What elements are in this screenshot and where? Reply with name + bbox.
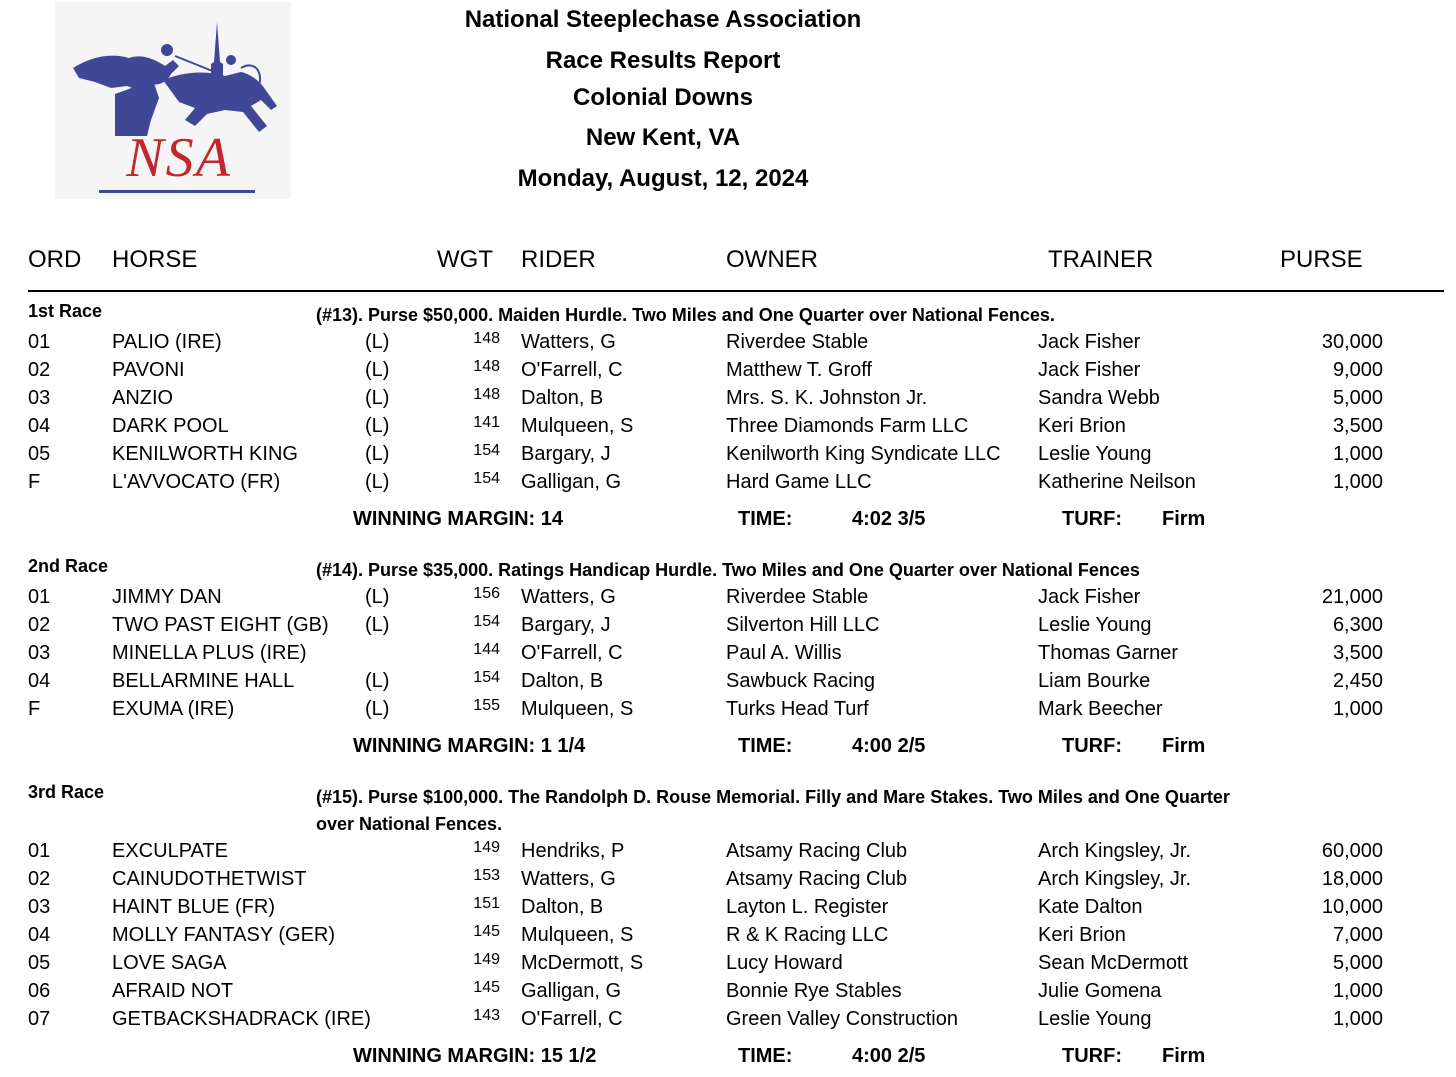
lasix-cell: (L)	[365, 387, 390, 409]
turf-label: TURF:	[1062, 508, 1122, 530]
rider-cell: O'Farrell, C	[521, 1008, 623, 1030]
race-summary	[0, 1042, 1456, 1070]
turf-label: TURF:	[1062, 735, 1122, 757]
purse-cell: 2,450	[1332, 670, 1383, 692]
owner-cell: Green Valley Construction	[726, 1008, 958, 1030]
owner-cell: Bonnie Rye Stables	[726, 980, 902, 1002]
purse-cell: 30,000	[1321, 331, 1383, 353]
track-name: Colonial Downs	[573, 84, 753, 111]
trainer-cell: Thomas Garner	[1038, 642, 1179, 664]
rider-cell: Dalton, B	[521, 896, 604, 918]
trainer-cell: Keri Brion	[1038, 924, 1126, 946]
ord-cell: 03	[28, 387, 51, 409]
ord-cell: 02	[28, 359, 51, 381]
weight-cell: 145	[473, 979, 500, 996]
purse-cell: 5,000	[1332, 952, 1383, 974]
purse-cell: 6,300	[1332, 614, 1383, 636]
nsa-logo	[55, 2, 291, 199]
table-row	[0, 611, 1456, 639]
weight-cell: 151	[473, 895, 500, 912]
winning-margin: WINNING MARGIN: 14	[353, 508, 563, 530]
col-header-owner: OWNER	[726, 246, 818, 273]
purse-cell: 3,500	[1332, 642, 1383, 664]
owner-cell: Sawbuck Racing	[726, 670, 875, 692]
race-title: 2nd Race	[28, 556, 109, 576]
rider-cell: Galligan, G	[521, 471, 622, 493]
ord-cell: 01	[28, 331, 51, 353]
horse-cell: GETBACKSHADRACK (IRE)	[112, 1008, 371, 1030]
race-description: (#15). Purse $100,000. The Randolph D. Rouse Memorial. Filly and Mare Stakes. Two Miles and One Quarter over National Fences.	[316, 787, 1230, 834]
weight-cell: 154	[473, 669, 500, 686]
table-row	[0, 977, 1456, 1005]
time-label: TIME:	[738, 735, 793, 757]
horse-cell: PALIO (IRE)	[112, 331, 222, 353]
rider-cell: Watters, G	[521, 586, 616, 608]
ord-cell: 05	[28, 443, 51, 465]
ord-cell: 02	[28, 868, 51, 890]
rider-cell: Mulqueen, S	[521, 924, 634, 946]
turf-label: TURF:	[1062, 1045, 1122, 1067]
trainer-cell: Katherine Neilson	[1038, 471, 1196, 493]
weight-cell: 155	[473, 697, 500, 714]
purse-cell: 1,000	[1332, 980, 1383, 1002]
trainer-cell: Keri Brion	[1038, 415, 1126, 437]
ord-cell: 02	[28, 614, 51, 636]
purse-cell: 21,000	[1321, 586, 1383, 608]
race-date: Monday, August, 12, 2024	[517, 165, 809, 192]
weight-cell: 148	[473, 386, 500, 403]
trainer-cell: Jack Fisher	[1038, 331, 1141, 353]
ord-cell: 05	[28, 952, 51, 974]
horse-cell: CAINUDOTHETWIST	[112, 868, 307, 890]
race-summary	[0, 732, 1456, 760]
race-summary	[0, 505, 1456, 533]
weight-cell: 154	[473, 442, 500, 459]
rider-cell: Bargary, J	[521, 614, 611, 636]
lasix-cell: (L)	[365, 614, 390, 636]
race-description: (#13). Purse $50,000. Maiden Hurdle. Two Miles and One Quarter over National Fences.	[316, 305, 1055, 325]
winning-margin: WINNING MARGIN: 1 1/4	[353, 735, 586, 757]
report-title: Race Results Report	[545, 47, 781, 74]
table-row	[0, 583, 1456, 611]
race-title: 3rd Race	[28, 782, 105, 802]
trainer-cell: Jack Fisher	[1038, 586, 1141, 608]
time-label: TIME:	[738, 1045, 793, 1067]
owner-cell: Hard Game LLC	[726, 471, 872, 493]
trainer-cell: Kate Dalton	[1038, 896, 1143, 918]
turf-value: Firm	[1162, 1045, 1206, 1067]
purse-cell: 10,000	[1321, 896, 1383, 918]
weight-cell: 145	[473, 923, 500, 940]
rider-cell: Mulqueen, S	[521, 415, 634, 437]
horse-cell: EXUMA (IRE)	[112, 698, 235, 720]
trainer-cell: Leslie Young	[1038, 443, 1152, 465]
logo-wordmark: NSA	[126, 127, 232, 189]
purse-cell: 7,000	[1332, 924, 1383, 946]
header-divider	[28, 290, 1444, 292]
table-row	[0, 1005, 1456, 1033]
table-row	[0, 893, 1456, 921]
horse-cell: BELLARMINE HALL	[112, 670, 295, 692]
turf-value: Firm	[1162, 735, 1206, 757]
trainer-cell: Leslie Young	[1038, 614, 1152, 636]
ord-cell: 01	[28, 586, 51, 608]
rider-cell: O'Farrell, C	[521, 642, 623, 664]
race-description: (#14). Purse $35,000. Ratings Handicap Hurdle. Two Miles and One Quarter over National Fences	[316, 560, 1140, 580]
weight-cell: 154	[473, 470, 500, 487]
weight-cell: 149	[473, 951, 500, 968]
owner-cell: R & K Racing LLC	[726, 924, 889, 946]
owner-cell: Mrs. S. K. Johnston Jr.	[726, 387, 928, 409]
col-header-wgt: WGT	[437, 246, 493, 273]
rider-cell: Bargary, J	[521, 443, 611, 465]
ord-cell: 03	[28, 896, 51, 918]
lasix-cell: (L)	[365, 443, 390, 465]
rider-cell: Galligan, G	[521, 980, 622, 1002]
lasix-cell: (L)	[365, 698, 390, 720]
horse-cell: MINELLA PLUS (IRE)	[112, 642, 307, 664]
trainer-cell: Leslie Young	[1038, 1008, 1152, 1030]
trainer-cell: Mark Beecher	[1038, 698, 1163, 720]
table-row	[0, 639, 1456, 667]
lasix-cell: (L)	[365, 670, 390, 692]
horse-cell: PAVONI	[112, 359, 185, 381]
purse-cell: 18,000	[1321, 868, 1383, 890]
rider-cell: Dalton, B	[521, 387, 604, 409]
rider-cell: Watters, G	[521, 331, 616, 353]
table-row	[0, 468, 1456, 496]
weight-cell: 143	[473, 1007, 500, 1024]
table-row	[0, 356, 1456, 384]
weight-cell: 144	[473, 641, 500, 658]
purse-cell: 1,000	[1332, 443, 1383, 465]
purse-cell: 1,000	[1332, 698, 1383, 720]
rider-cell: Hendriks, P	[521, 840, 625, 862]
horse-cell: DARK POOL	[112, 415, 229, 437]
owner-cell: Paul A. Willis	[726, 642, 842, 664]
owner-cell: Three Diamonds Farm LLC	[726, 415, 969, 437]
weight-cell: 149	[473, 839, 500, 856]
time-label: TIME:	[738, 508, 793, 530]
horse-cell: ANZIO	[112, 387, 174, 409]
lasix-cell: (L)	[365, 586, 390, 608]
horse-cell: JIMMY DAN	[112, 586, 222, 608]
lasix-cell: (L)	[365, 415, 390, 437]
col-header-purse: PURSE	[1280, 246, 1363, 273]
table-row	[0, 412, 1456, 440]
weight-cell: 148	[473, 358, 500, 375]
weight-cell: 141	[473, 414, 500, 431]
horse-cell: KENILWORTH KING	[112, 443, 298, 465]
time-value: 4:00 2/5	[852, 1045, 926, 1067]
table-row	[0, 695, 1456, 723]
trainer-cell: Sean McDermott	[1038, 952, 1189, 974]
trainer-cell: Arch Kingsley, Jr.	[1038, 840, 1192, 862]
trainer-cell: Arch Kingsley, Jr.	[1038, 868, 1192, 890]
purse-cell: 5,000	[1332, 387, 1383, 409]
rider-cell: Mulqueen, S	[521, 698, 634, 720]
col-header-ord: ORD	[28, 246, 82, 273]
horse-cell: AFRAID NOT	[112, 980, 234, 1002]
purse-cell: 9,000	[1332, 359, 1383, 381]
trainer-cell: Liam Bourke	[1038, 670, 1151, 692]
owner-cell: Layton L. Register	[726, 896, 889, 918]
owner-cell: Lucy Howard	[726, 952, 843, 974]
turf-value: Firm	[1162, 508, 1206, 530]
ord-cell: 03	[28, 642, 51, 664]
horse-cell: MOLLY FANTASY (GER)	[112, 924, 336, 946]
lasix-cell: (L)	[365, 359, 390, 381]
ord-cell: 01	[28, 840, 51, 862]
horse-cell: EXCULPATE	[112, 840, 228, 862]
winning-margin: WINNING MARGIN: 15 1/2	[353, 1045, 597, 1067]
track-location: New Kent, VA	[585, 124, 741, 151]
ord-cell: 06	[28, 980, 51, 1002]
ord-cell: 04	[28, 415, 51, 437]
horse-cell: TWO PAST EIGHT (GB)	[112, 614, 329, 636]
rider-cell: Dalton, B	[521, 670, 604, 692]
col-header-trainer: TRAINER	[1048, 246, 1154, 273]
ord-cell: F	[28, 698, 41, 720]
trainer-cell: Julie Gomena	[1038, 980, 1162, 1002]
owner-cell: Turks Head Turf	[726, 698, 869, 720]
owner-cell: Matthew T. Groff	[726, 359, 872, 381]
time-value: 4:00 2/5	[852, 735, 926, 757]
table-row	[0, 865, 1456, 893]
table-row	[0, 921, 1456, 949]
owner-cell: Riverdee Stable	[726, 586, 869, 608]
org-title: National Steeplechase Association	[464, 6, 862, 33]
lasix-cell: (L)	[365, 331, 390, 353]
table-row	[0, 384, 1456, 412]
ord-cell: F	[28, 471, 41, 493]
trainer-cell: Sandra Webb	[1038, 387, 1160, 409]
ord-cell: 07	[28, 1008, 51, 1030]
weight-cell: 148	[473, 330, 500, 347]
owner-cell: Atsamy Racing Club	[726, 840, 908, 862]
rider-cell: O'Farrell, C	[521, 359, 623, 381]
col-header-rider: RIDER	[521, 246, 596, 273]
owner-cell: Silverton Hill LLC	[726, 614, 880, 636]
horse-cell: LOVE SAGA	[112, 952, 227, 974]
owner-cell: Riverdee Stable	[726, 331, 869, 353]
time-value: 4:02 3/5	[852, 508, 926, 530]
horse-cell: HAINT BLUE (FR)	[112, 896, 275, 918]
table-row	[0, 667, 1456, 695]
weight-cell: 153	[473, 867, 500, 884]
weight-cell: 154	[473, 613, 500, 630]
lasix-cell: (L)	[365, 471, 390, 493]
logo-underline	[99, 190, 255, 193]
table-row	[0, 949, 1456, 977]
trainer-cell: Jack Fisher	[1038, 359, 1141, 381]
col-header-horse: HORSE	[112, 246, 198, 273]
table-row	[0, 440, 1456, 468]
owner-cell: Atsamy Racing Club	[726, 868, 908, 890]
owner-cell: Kenilworth King Syndicate LLC	[726, 443, 1001, 465]
rider-cell: McDermott, S	[521, 952, 644, 974]
race-title: 1st Race	[28, 301, 103, 321]
ord-cell: 04	[28, 924, 51, 946]
purse-cell: 1,000	[1332, 1008, 1383, 1030]
purse-cell: 3,500	[1332, 415, 1383, 437]
weight-cell: 156	[473, 585, 500, 602]
table-row	[0, 837, 1456, 865]
rider-cell: Watters, G	[521, 868, 616, 890]
horse-cell: L'AVVOCATO (FR)	[112, 471, 281, 493]
ord-cell: 04	[28, 670, 51, 692]
table-row	[0, 328, 1456, 356]
purse-cell: 60,000	[1321, 840, 1383, 862]
purse-cell: 1,000	[1332, 471, 1383, 493]
